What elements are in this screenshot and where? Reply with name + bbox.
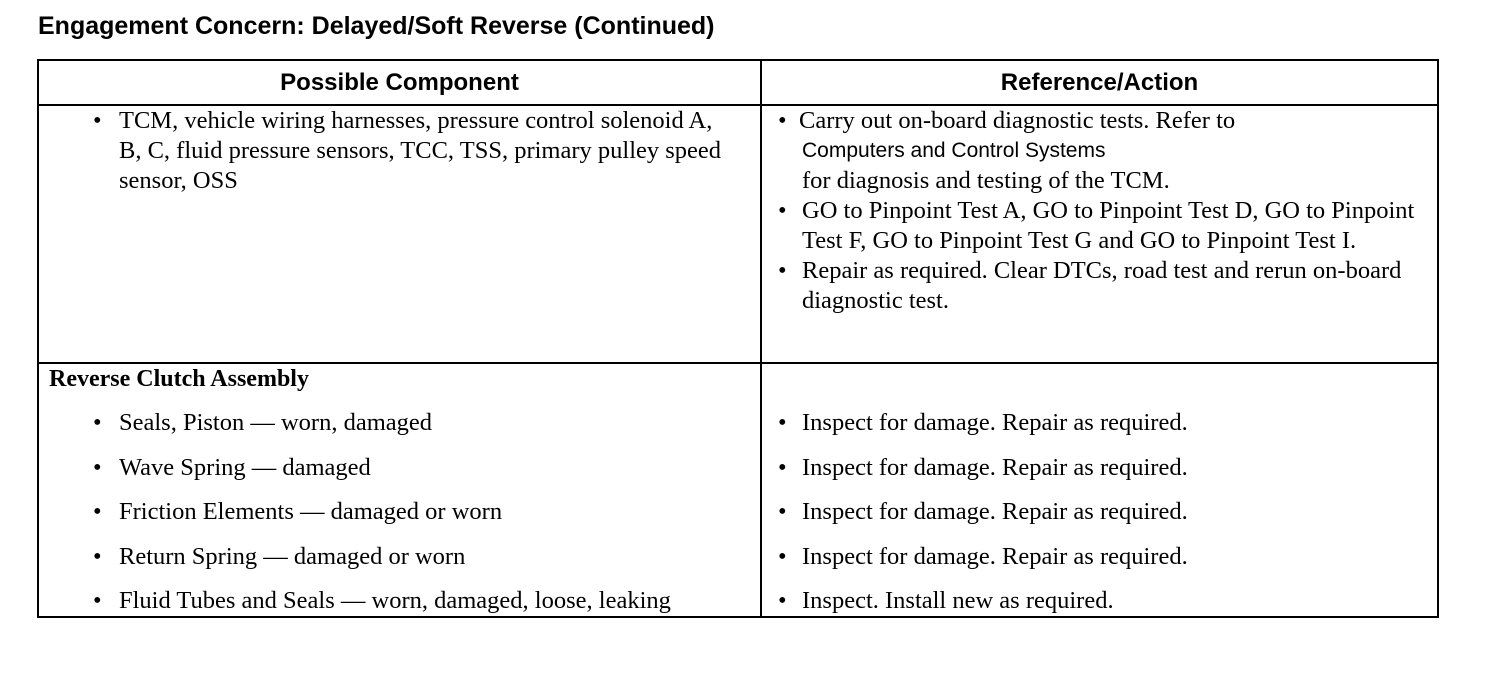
list-item (762, 256, 1437, 316)
bullet-icon: • (93, 409, 102, 436)
list-item (39, 408, 760, 438)
action-text: Inspect for damage. Repair as required. (802, 498, 1188, 525)
list-item (762, 196, 1437, 256)
action-cell (761, 105, 1438, 363)
action-text: Inspect. Install new as required. (802, 587, 1114, 614)
action-text: Repair as required. Clear DTCs, road test and rerun on-board diagnostic test. (802, 257, 1402, 314)
bullet-icon: • (778, 498, 787, 525)
component-text: Wave Spring — damaged (119, 453, 371, 481)
list-item (762, 106, 1437, 196)
action-text: for diagnosis and testing of the TCM. (802, 167, 1170, 194)
component-text: Seals, Piston — worn, damaged (119, 409, 433, 436)
header-possible-component: Possible Component (38, 60, 761, 105)
action-text: Inspect for damage. Repair as required. (802, 409, 1188, 436)
table-row (38, 105, 1438, 363)
list-item (762, 586, 1437, 616)
page-title: Engagement Concern: Delayed/Soft Reverse (Continued) (38, 12, 715, 40)
reference-link[interactable]: Computers and Control Systems (802, 139, 1106, 162)
component-text: Return Spring — damaged or worn (119, 542, 466, 570)
header-reference-action: Reference/Action (761, 60, 1438, 105)
list-item (762, 453, 1437, 483)
action-cell (761, 363, 1438, 617)
bullet-icon: • (778, 107, 787, 134)
action-text: Inspect for damage. Repair as required. (802, 453, 1188, 481)
action-text: GO to Pinpoint Test A, GO to Pinpoint Test D, GO to Pinpoint Test F, GO to Pinpoint Test G and GO to Pinpoint Test I. (802, 197, 1415, 254)
component-text: TCM, vehicle wiring harnesses, pressure control solenoid A, B, C, fluid pressure sensors, TCC, TSS, primary pulley speed sensor, OSS (119, 107, 722, 194)
bullet-icon: • (778, 587, 787, 614)
group-heading: Reverse Clutch Assembly (49, 366, 309, 392)
table-header-row (38, 60, 1438, 105)
action-text: Carry out on-board diagnostic tests. Refer to (799, 107, 1236, 134)
bullet-icon: • (778, 197, 787, 224)
bullet-icon: • (778, 453, 787, 481)
list-item (39, 586, 760, 616)
component-text: Fluid Tubes and Seals — worn, damaged, loose, leaking (119, 587, 671, 614)
list-item (39, 453, 760, 483)
component-cell (38, 363, 761, 617)
bullet-icon: • (93, 498, 102, 525)
bullet-icon: • (778, 409, 787, 436)
bullet-icon: • (93, 107, 102, 134)
bullet-icon: • (778, 542, 787, 570)
list-item (39, 542, 760, 572)
list-item (762, 497, 1437, 527)
list-item (39, 497, 760, 527)
action-list (762, 408, 1437, 616)
group-spacer (762, 364, 1437, 408)
component-cell (38, 105, 761, 363)
action-text: Inspect for damage. Repair as required. (802, 542, 1188, 570)
diagnosis-table (37, 59, 1439, 618)
bullet-icon: • (93, 542, 102, 570)
list-item (762, 408, 1437, 438)
component-text: Friction Elements — damaged or worn (119, 498, 503, 525)
component-list (39, 408, 760, 616)
table-row (38, 363, 1438, 617)
component-list (39, 106, 760, 196)
list-item (39, 106, 760, 196)
action-list (762, 106, 1437, 316)
bullet-icon: • (93, 453, 102, 481)
bullet-icon: • (778, 257, 787, 284)
bullet-icon: • (93, 587, 102, 614)
list-item (762, 542, 1437, 572)
